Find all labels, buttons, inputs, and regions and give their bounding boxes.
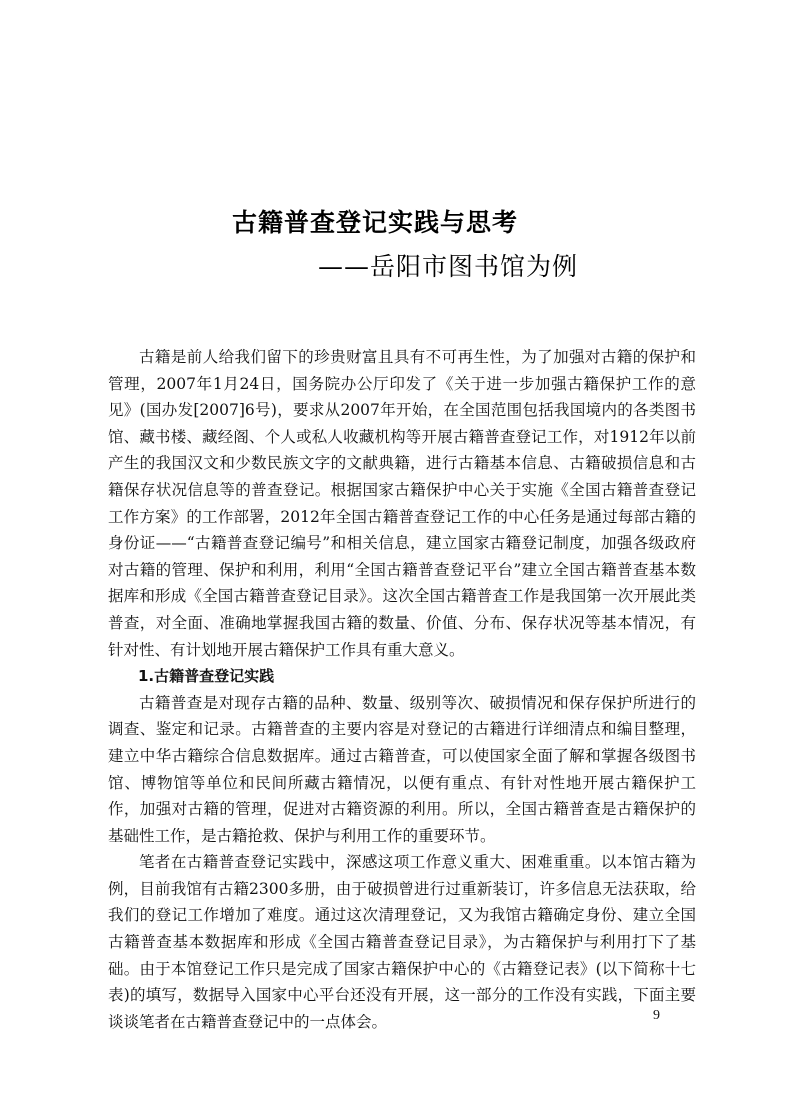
section-heading: 1.古籍普查登记实践 <box>138 667 275 686</box>
article-title: 古籍普查登记实践与思考 <box>232 208 519 237</box>
article-subtitle: ——岳阳市图书馆为例 <box>318 252 579 281</box>
page-number: 9 <box>653 1008 660 1023</box>
intro-paragraph: 古籍是前人给我们留下的珍贵财富且具有不可再生性，为了加强对古籍的保护和管理，2007年1月24日，国务院办公厅印发了《关于进一步加强古籍保护工作的意见》(国办发[2007]6号)，要求从2007年开始，在全国范围包括我国境内的各类图书馆、藏书楼、藏经阁、个人或私人收藏机构等开展古籍普查登记工作，对1912年以前产生的我国汉文和少数民族文字的文献典籍，进行古籍基本信息、古籍破损信息和古籍保存状况信息等的普查登记。根据国家古籍保护中心关于实施《全国古籍普查登记工作方案》的工作部署，2012年全国古籍普查登记工作的中心任务是通过每部古籍的身份证——“古籍普查登记编号”和相关信息，建立国家古籍登记制度，加强各级政府对古籍的管理、保护和利用，利用“全国古籍普查登记平台”建立全国古籍普查基本数据库和形成《全国古籍普查登记目录》。这次全国古籍普查工作是我国第一次开展此类普查，对全面、准确地掌握我国古籍的数量、价值、分布、保存状况等基本情况，有针对性、有计划地开展古籍保护工作具有重大意义。 <box>108 348 696 659</box>
section-paragraph-1: 古籍普查是对现存古籍的品种、数量、级别等次、破损情况和保存保护所进行的调查、鉴定和记录。古籍普查的主要内容是对登记的古籍进行详细清点和编目整理，建立中华古籍综合信息数据库。通过古籍普查，可以使国家全面了解和掌握各级图书馆、博物馆等单位和民间所藏古籍情况，以便有重点、有针对性地开展古籍保护工作，加强对古籍的管理，促进对古籍资源的利用。所以，全国古籍普查是古籍保护的基础性工作，是古籍抢救、保护与利用工作的重要环节。 <box>108 693 696 845</box>
section-paragraph-2: 笔者在古籍普查登记实践中，深感这项工作意义重大、困难重重。以本馆古籍为例，目前我馆有古籍2300多册，由于破损曾进行过重新装订，许多信息无法获取，给我们的登记工作增加了难度。通过这次清理登记，又为我馆古籍确定身份、建立全国古籍普查基本数据库和形成《全国古籍普查登记目录》，为古籍保护与利用打下了基础。由于本馆登记工作只是完成了国家古籍保护中心的《古籍登记表》(以下简称十七表)的填写，数据导入国家中心平台还没有开展，这一部分的工作没有实践，下面主要谈谈笔者在古籍普查登记中的一点体会。 <box>108 853 696 1031</box>
article-body <box>108 344 696 1035</box>
